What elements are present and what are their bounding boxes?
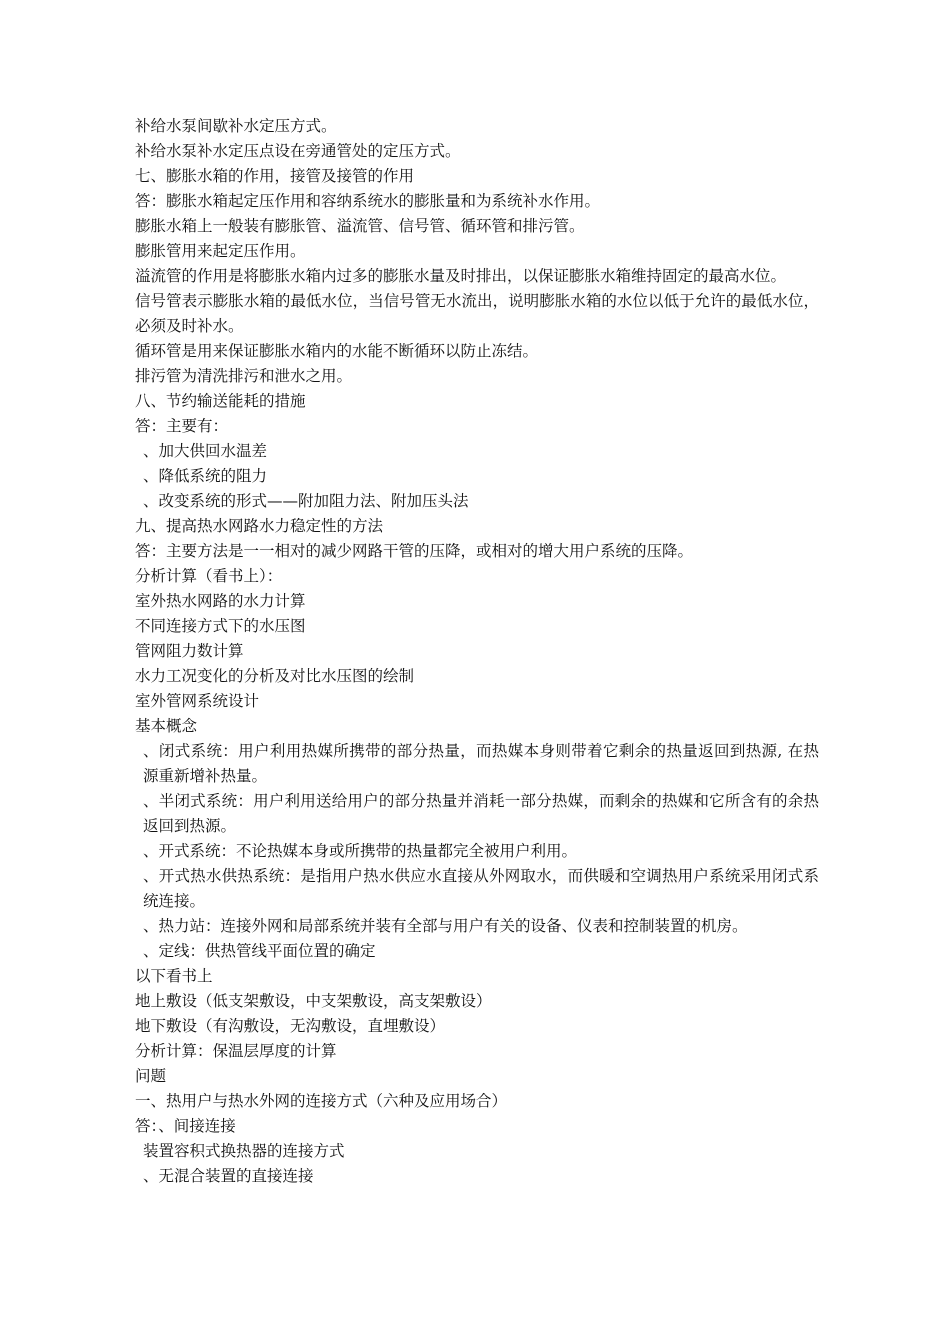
text-line: 补给水泵间歇补水定压方式。 [135, 117, 337, 135]
text-paragraph: 溢流管的作用是将膨胀水箱内过多的膨胀水量及时排出，以保证膨胀水箱维持固定的最高水位。 [135, 267, 787, 285]
list-item: 、降低系统的阻力 [143, 467, 268, 485]
text-line: 膨胀水箱上一般装有膨胀管、溢流管、信号管、循环管和排污管。 [135, 217, 585, 235]
text-line: 排污管为清洗排污和泄水之用。 [135, 367, 353, 385]
list-item: 、半闭式系统：用户利用送给用户的部分热量并消耗一部分热媒，而剩余的热媒和它所含有的余热返回到热源。 [143, 792, 819, 835]
list-item: 、开式系统：不论热媒本身或所携带的热量都完全被用户利用。 [143, 842, 578, 860]
text-line: 循环管是用来保证膨胀水箱内的水能不断循环以防止冻结。 [135, 342, 539, 360]
text-line: 分析计算：保温层厚度的计算 [135, 1042, 337, 1060]
text-line: 以下看书上 [135, 967, 213, 985]
text-line: 管网阻力数计算 [135, 642, 244, 660]
list-item: 、改变系统的形式——附加阻力法、附加压头法 [143, 492, 469, 510]
section-heading: 九、提高热水网路水力稳定性的方法 [135, 517, 384, 535]
section-heading: 七、膨胀水箱的作用，接管及接管的作用 [135, 167, 415, 185]
text-line: 水力工况变化的分析及对比水压图的绘制 [135, 667, 415, 685]
text-line: 答：、间接连接 [135, 1117, 236, 1135]
document-page [135, 114, 819, 1189]
section-heading: 八、节约输送能耗的措施 [135, 392, 306, 410]
text-line: 室外热水网路的水力计算 [135, 592, 306, 610]
text-line: 分析计算（看书上）： [135, 567, 283, 585]
text-paragraph: 信号管表示膨胀水箱的最低水位，当信号管无水流出，说明膨胀水箱的水位以低于允许的最低水位，必须及时补水。 [135, 292, 819, 335]
text-line: 答：主要有： [135, 417, 229, 435]
section-heading: 问题 [135, 1067, 167, 1085]
text-line: 补给水泵补水定压点设在旁通管处的定压方式。 [135, 142, 461, 160]
list-item: 、开式热水供热系统：是指用户热水供应水直接从外网取水，而供暖和空调热用户系统采用闭式系统连接。 [143, 867, 819, 910]
text-line: 不同连接方式下的水压图 [135, 617, 306, 635]
section-heading: 一、热用户与热水外网的连接方式（六种及应用场合） [135, 1092, 508, 1110]
section-heading: 基本概念 [135, 717, 198, 735]
list-item: 、定线：供热管线平面位置的确定 [143, 942, 376, 960]
list-item: 、加大供回水温差 [143, 442, 268, 460]
list-item: 装置容积式换热器的连接方式 [143, 1142, 345, 1160]
text-line: 地上敷设（低支架敷设，中支架敷设，高支架敷设） [135, 992, 492, 1010]
text-line: 地下敷设（有沟敷设，无沟敷设，直埋敷设） [135, 1017, 446, 1035]
list-item: 、热力站：连接外网和局部系统并装有全部与用户有关的设备、仪表和控制装置的机房。 [143, 917, 748, 935]
section-heading: 室外管网系统设计 [135, 692, 260, 710]
text-line: 答：主要方法是一一相对的减少网路干管的压降，或相对的增大用户系统的压降。 [135, 542, 694, 560]
list-item: 、无混合装置的直接连接 [143, 1167, 314, 1185]
list-item: 、闭式系统：用户利用热媒所携带的部分热量，而热媒本身则带着它剩余的热量返回到热源, 在热源重新增补热量。 [143, 742, 819, 785]
text-line: 膨胀管用来起定压作用。 [135, 242, 306, 260]
text-line: 答：膨胀水箱起定压作用和容纳系统水的膨胀量和为系统补水作用。 [135, 192, 601, 210]
